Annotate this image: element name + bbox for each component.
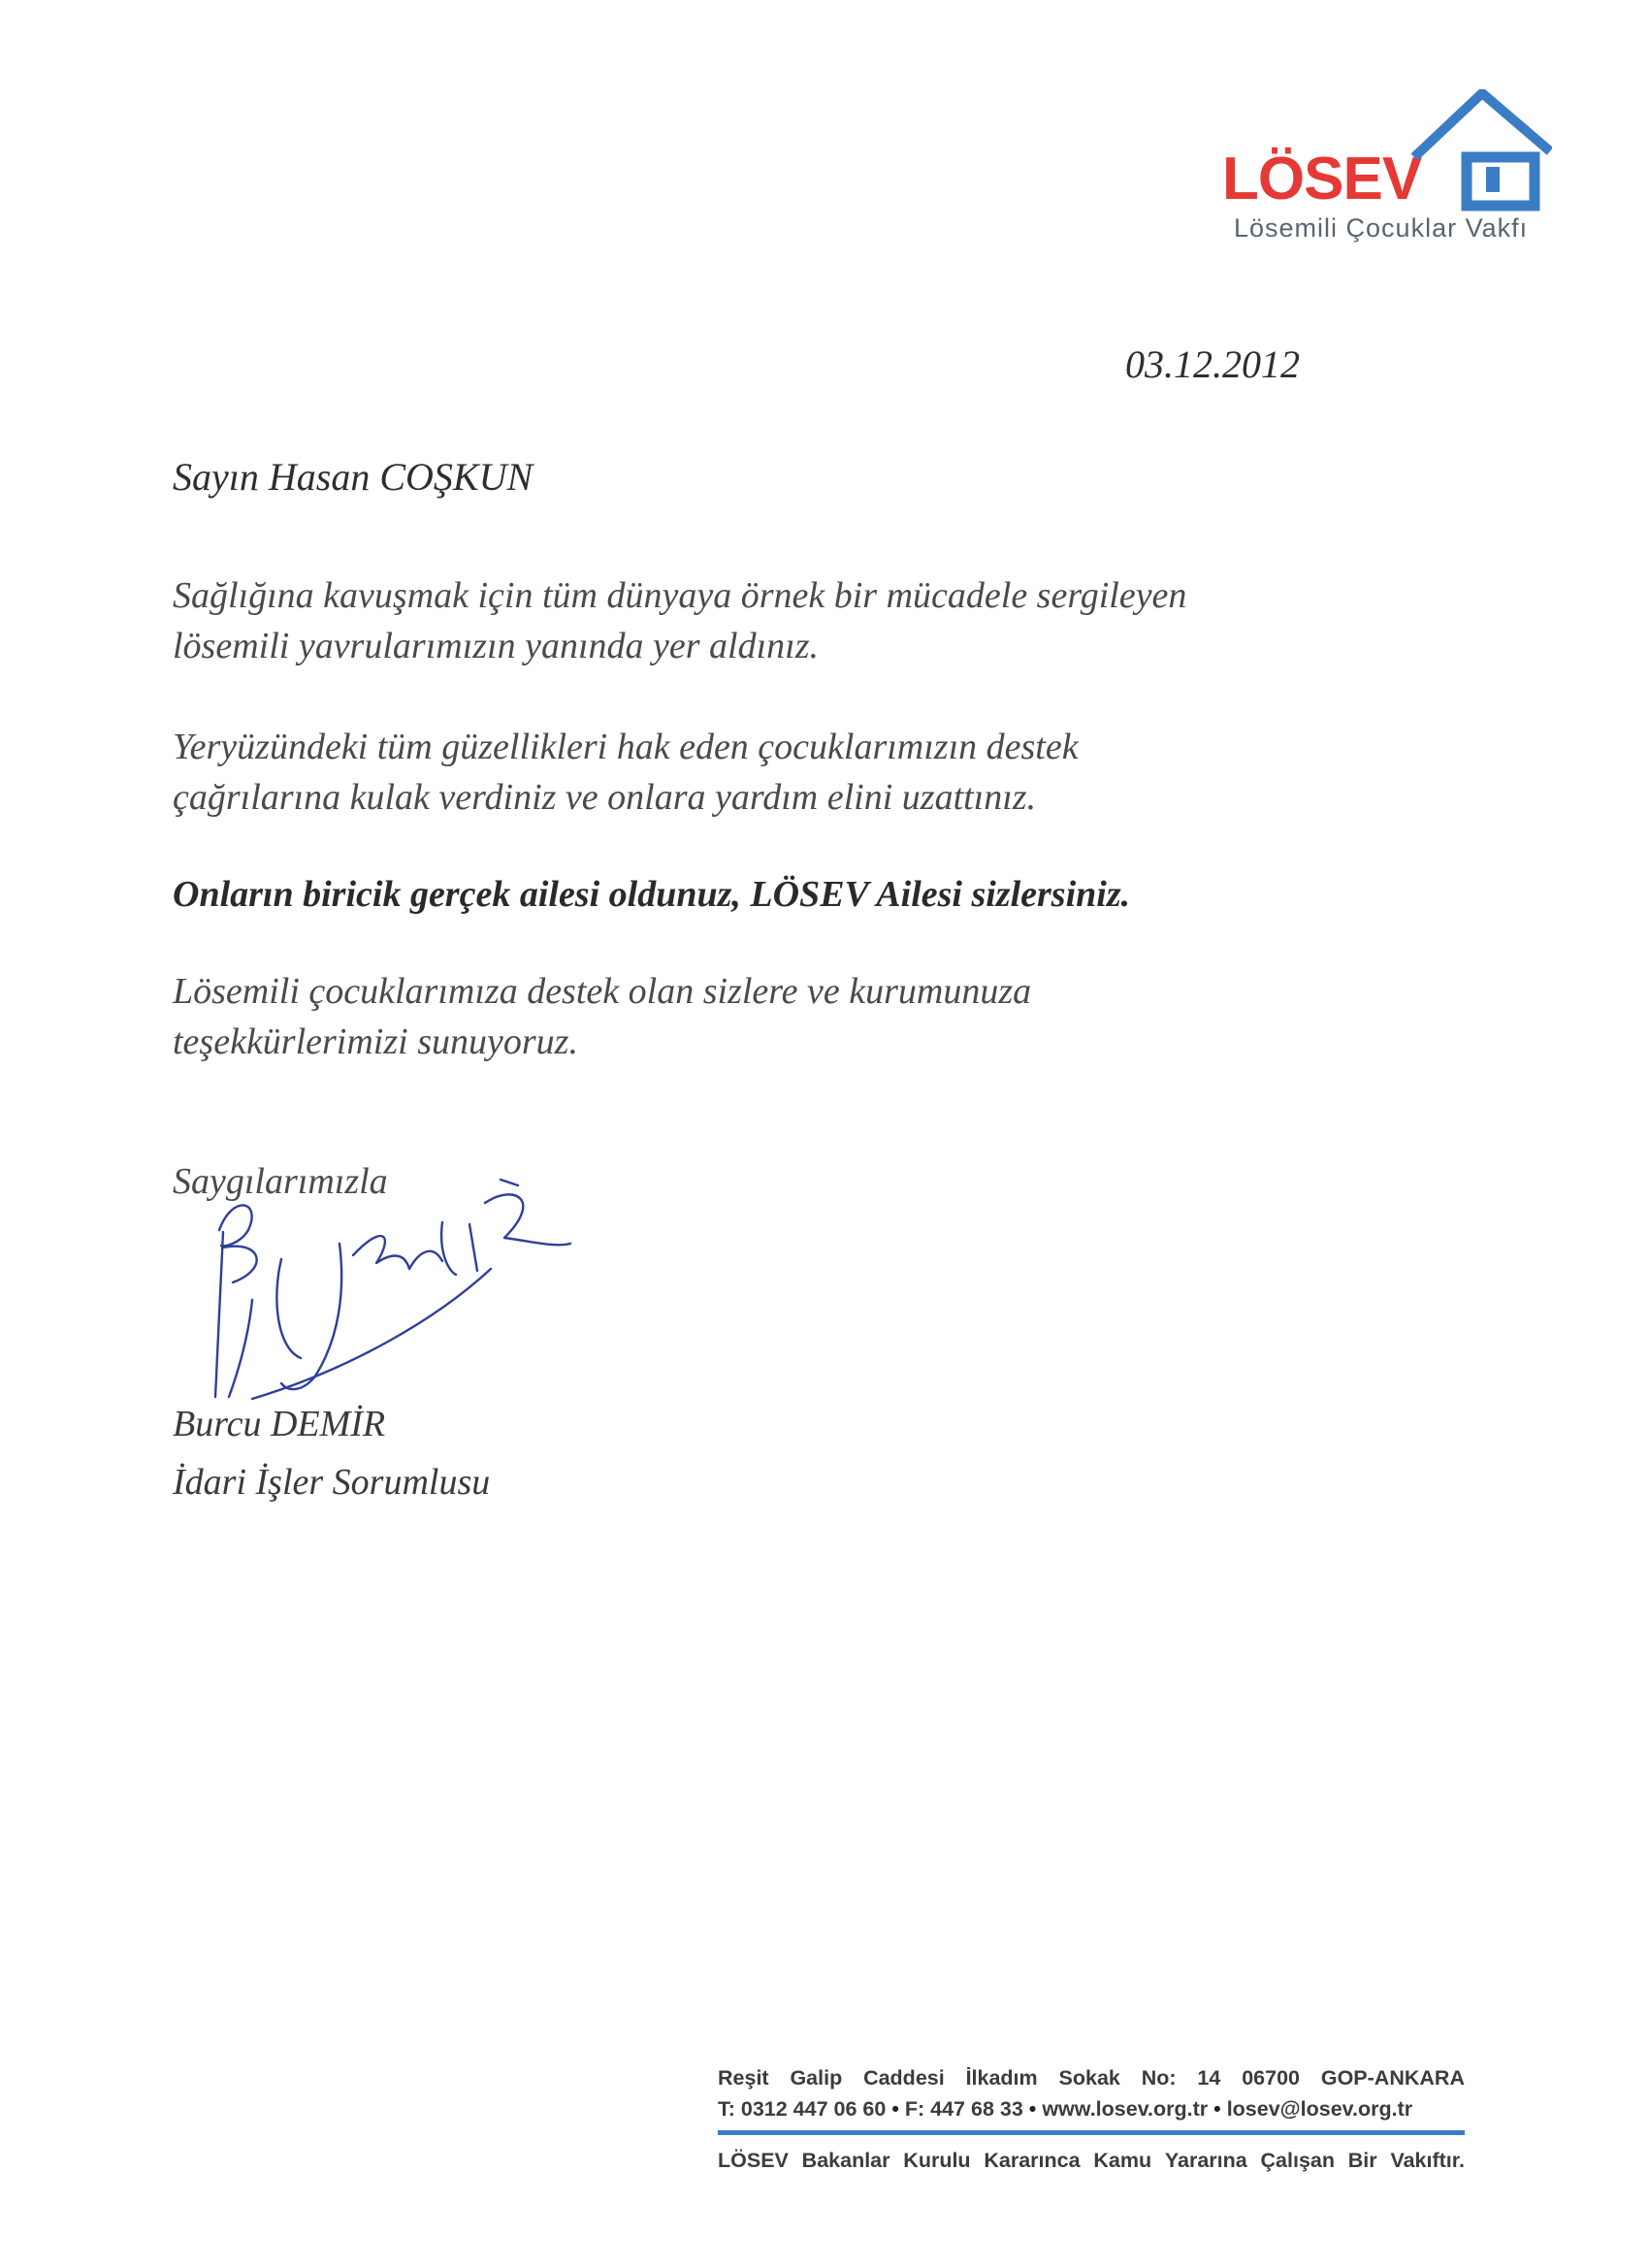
footer-contact [718, 2093, 1465, 2124]
bullet-separator: • [1028, 2097, 1037, 2121]
paragraph-line: lösemili yavrularımızın yanında yer aldınız. [173, 626, 820, 666]
statement-word: Kamu [1093, 2149, 1152, 2172]
address-word: Sokak [1058, 2066, 1120, 2090]
house-icon [1406, 89, 1552, 215]
address-word: Reşit [718, 2066, 769, 2090]
paragraph-line: çağrılarına kulak verdiniz ve onlara yardım elini uzattınız. [173, 777, 1037, 818]
statement-word: Bir [1347, 2149, 1377, 2172]
logo-sev: SEV [1304, 146, 1422, 212]
address-word: GOP-ANKARA [1320, 2066, 1465, 2090]
bullet-separator: • [1213, 2097, 1221, 2121]
statement-word: Çalışan [1260, 2149, 1335, 2172]
address-word: Galip [790, 2066, 843, 2090]
footer-fax: F: 447 68 33 [904, 2097, 1023, 2121]
address-word: Caddesi [863, 2066, 945, 2090]
footer [718, 2062, 1465, 2176]
letter-date: 03.12.2012 [1125, 342, 1300, 386]
paragraph-line: teşekkürlerimizi sunuyoruz. [173, 1021, 578, 1062]
address-word: 06700 [1242, 2066, 1300, 2090]
paragraph-4 [173, 966, 1031, 1067]
footer-statement [718, 2145, 1465, 2176]
paragraph-line: Onların biricik gerçek ailesi oldunuz, LÖSEV Ailesi sizlersiniz. [173, 874, 1131, 915]
paragraph-1 [173, 570, 1186, 671]
footer-web: www.losev.org.tr [1042, 2097, 1209, 2121]
statement-word: Kararınca [984, 2149, 1081, 2172]
closing: Saygılarımızla [173, 1161, 388, 1202]
address-word: 14 [1197, 2066, 1221, 2090]
signer-name: Burcu DEMİR [173, 1404, 386, 1444]
logo-wordmark [1222, 146, 1422, 212]
bullet-separator: • [891, 2097, 899, 2121]
paragraph-line: Sağlığına kavuşmak için tüm dünyaya örnek bir mücadele sergileyen [173, 575, 1187, 616]
footer-rule [718, 2130, 1465, 2135]
salutation: Sayın Hasan COŞKUN [173, 455, 534, 499]
paragraph-line: Lösemili çocuklarımıza destek olan sizlere ve kurumunuza [173, 971, 1032, 1012]
footer-phone: T: 0312 447 06 60 [718, 2097, 887, 2121]
footer-address [718, 2062, 1465, 2093]
losev-logo [1222, 89, 1552, 254]
footer-email: losev@losev.org.tr [1226, 2097, 1413, 2121]
signer-title: İdari İşler Sorumlusu [173, 1462, 491, 1503]
statement-word: LÖSEV [718, 2149, 789, 2172]
signature-scribble [194, 1154, 582, 1416]
statement-word: Yararına [1164, 2149, 1247, 2172]
paragraph-2 [173, 722, 1079, 823]
address-word: No: [1141, 2066, 1177, 2090]
paragraph-line: Yeryüzündeki tüm güzellikleri hak eden çocuklarımızın destek [173, 727, 1079, 767]
logo-lo: LÖ [1222, 146, 1305, 212]
statement-word: Bakanlar [801, 2149, 890, 2172]
address-word: İlkadım [965, 2066, 1038, 2090]
paragraph-3-bold [173, 869, 1130, 920]
logo-subtitle: Lösemili Çocuklar Vakfı [1234, 213, 1529, 243]
statement-word: Kurulu [903, 2149, 971, 2172]
statement-word: Vakıftır. [1390, 2149, 1465, 2172]
